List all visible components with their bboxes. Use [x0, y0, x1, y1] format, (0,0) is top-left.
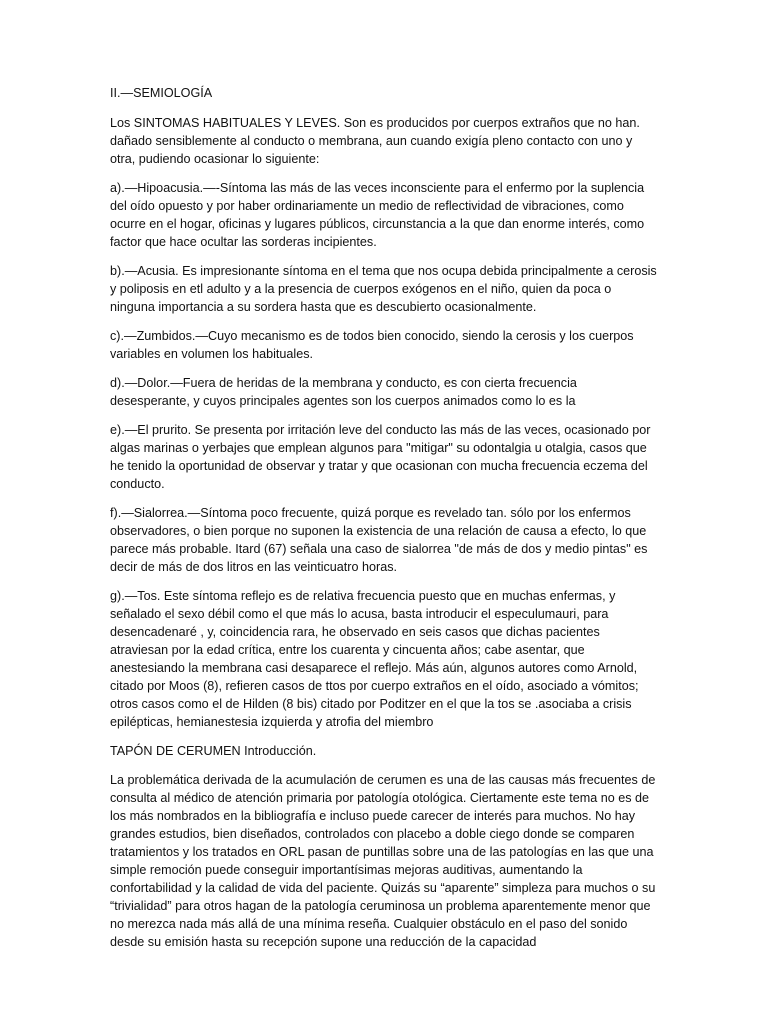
prurito-paragraph: e).—El prurito. Se presenta por irritación leve del conducto las más de las veces, ocasionado por algas marinas o yerbajes que emplean algunos para "mitigar" su odontalgia u otalgia, casos que he tenido la oportunidad de observar y tratar y que ocasionan con mucha frecuencia eczema del conducto.: [110, 423, 651, 491]
subsection-heading: TAPÓN DE CERUMEN Introducción.: [110, 744, 317, 758]
cerumen-paragraph: La problemática derivada de la acumulación de cerumen es una de las causas más frecuentes de consulta al médico de atención primaria por patología otológica. Ciertamente este tema no es de los más nombrados en la bibliografía e incluso puede carecer de interés para muchos. No hay grandes estudios, bien diseñados, controlados con placebo a doble ciego donde se comparen tratamientos y los tratados en ORL pasan de puntillas sobre una de las patologías en las que una simple remoción puede conseguir importantísimas mejoras auditivas, aumentando la confortabilidad y la calidad de vida del paciente. Quizás su “aparente” simpleza para muchos o su “trivialidad” para otros hagan de la patología ceruminosa un problema aparentemente menor que no merezca nada más allá de una mínima reseña. Cualquier obstáculo en el paso del sonido desde su emisión hasta su recepción supone una reducción de la capacidad: [110, 773, 656, 949]
sialorrea-paragraph: f).—Sialorrea.—Síntoma poco frecuente, quizá porque es revelado tan. sólo por los enfermos observadores, o bien porque no suponen la existencia de una relación de causa a efecto, lo que parece más probable. Itard (67) señala una caso de sialorrea "de más de dos y medio pintas" es decir de más de dos litros en las veinticuatro horas.: [110, 506, 648, 574]
hipoacusia-paragraph: a).—Hipoacusia.—-Síntoma las más de las veces inconsciente para el enfermo por la suplencia del oído opuesto y por haber ordinariamente un medio de reflectividad de vibraciones, como ocurre en el hogar, oficinas y lugares públicos, circunstancia a la que dan enorme interés, como factor que hace ocultar las sorderas incipientes.: [110, 181, 645, 249]
intro-paragraph: Los SINTOMAS HABITUALES Y LEVES. Son es producidos por cuerpos extraños que no han. dañado sensiblemente al conducto o membrana, aun cuando exigía pleno contacto con uno y otra, pudiendo ocasionar lo siguiente:: [110, 116, 640, 166]
dolor-paragraph: d).—Dolor.—Fuera de heridas de la membrana y conducto, es con cierta frecuencia desesperante, y cuyos principales agentes son los cuerpos animados como lo es la: [110, 376, 577, 408]
tos-paragraph: g).—Tos. Este síntoma reflejo es de relativa frecuencia puesto que en muchas enfermas, y señalado el sexo débil como el que más lo acusa, basta introducir el especulumauri, para desencadenaré , y, coincidencia rara, he observado en seis casos que dichas pacientes atraviesan por la edad crítica, entre los cuarenta y cincuenta años; cabe asentar, que anestesiando la membrana casi desaparece el reflejo. Más aún, algunos autores como Arnold, citado por Moos (8), refieren casos de ttos por cuerpo extraños en el oído, asociado a vómitos; otros casos como el de Hilden (8 bis) citado por Poditzer en el que la tos se .asociaba a crisis epilépticas, hemianestesia izquierda y atrofia del miembro: [110, 589, 639, 729]
document-page: [110, 84, 658, 962]
section-heading: II.—SEMIOLOGÍA: [110, 86, 213, 100]
zumbidos-paragraph: c).—Zumbidos.—Cuyo mecanismo es de todos bien conocido, siendo la cerosis y los cuerpos variables en volumen los habituales.: [110, 329, 634, 361]
acusia-paragraph: b).—Acusia. Es impresionante síntoma en el tema que nos ocupa debida principalmente a cerosis y poliposis en etl adulto y a la presencia de cuerpos exógenos en el niño, quien da poca o ninguna importancia a su sordera hasta que es descubierto ocasionalmente.: [110, 264, 657, 314]
